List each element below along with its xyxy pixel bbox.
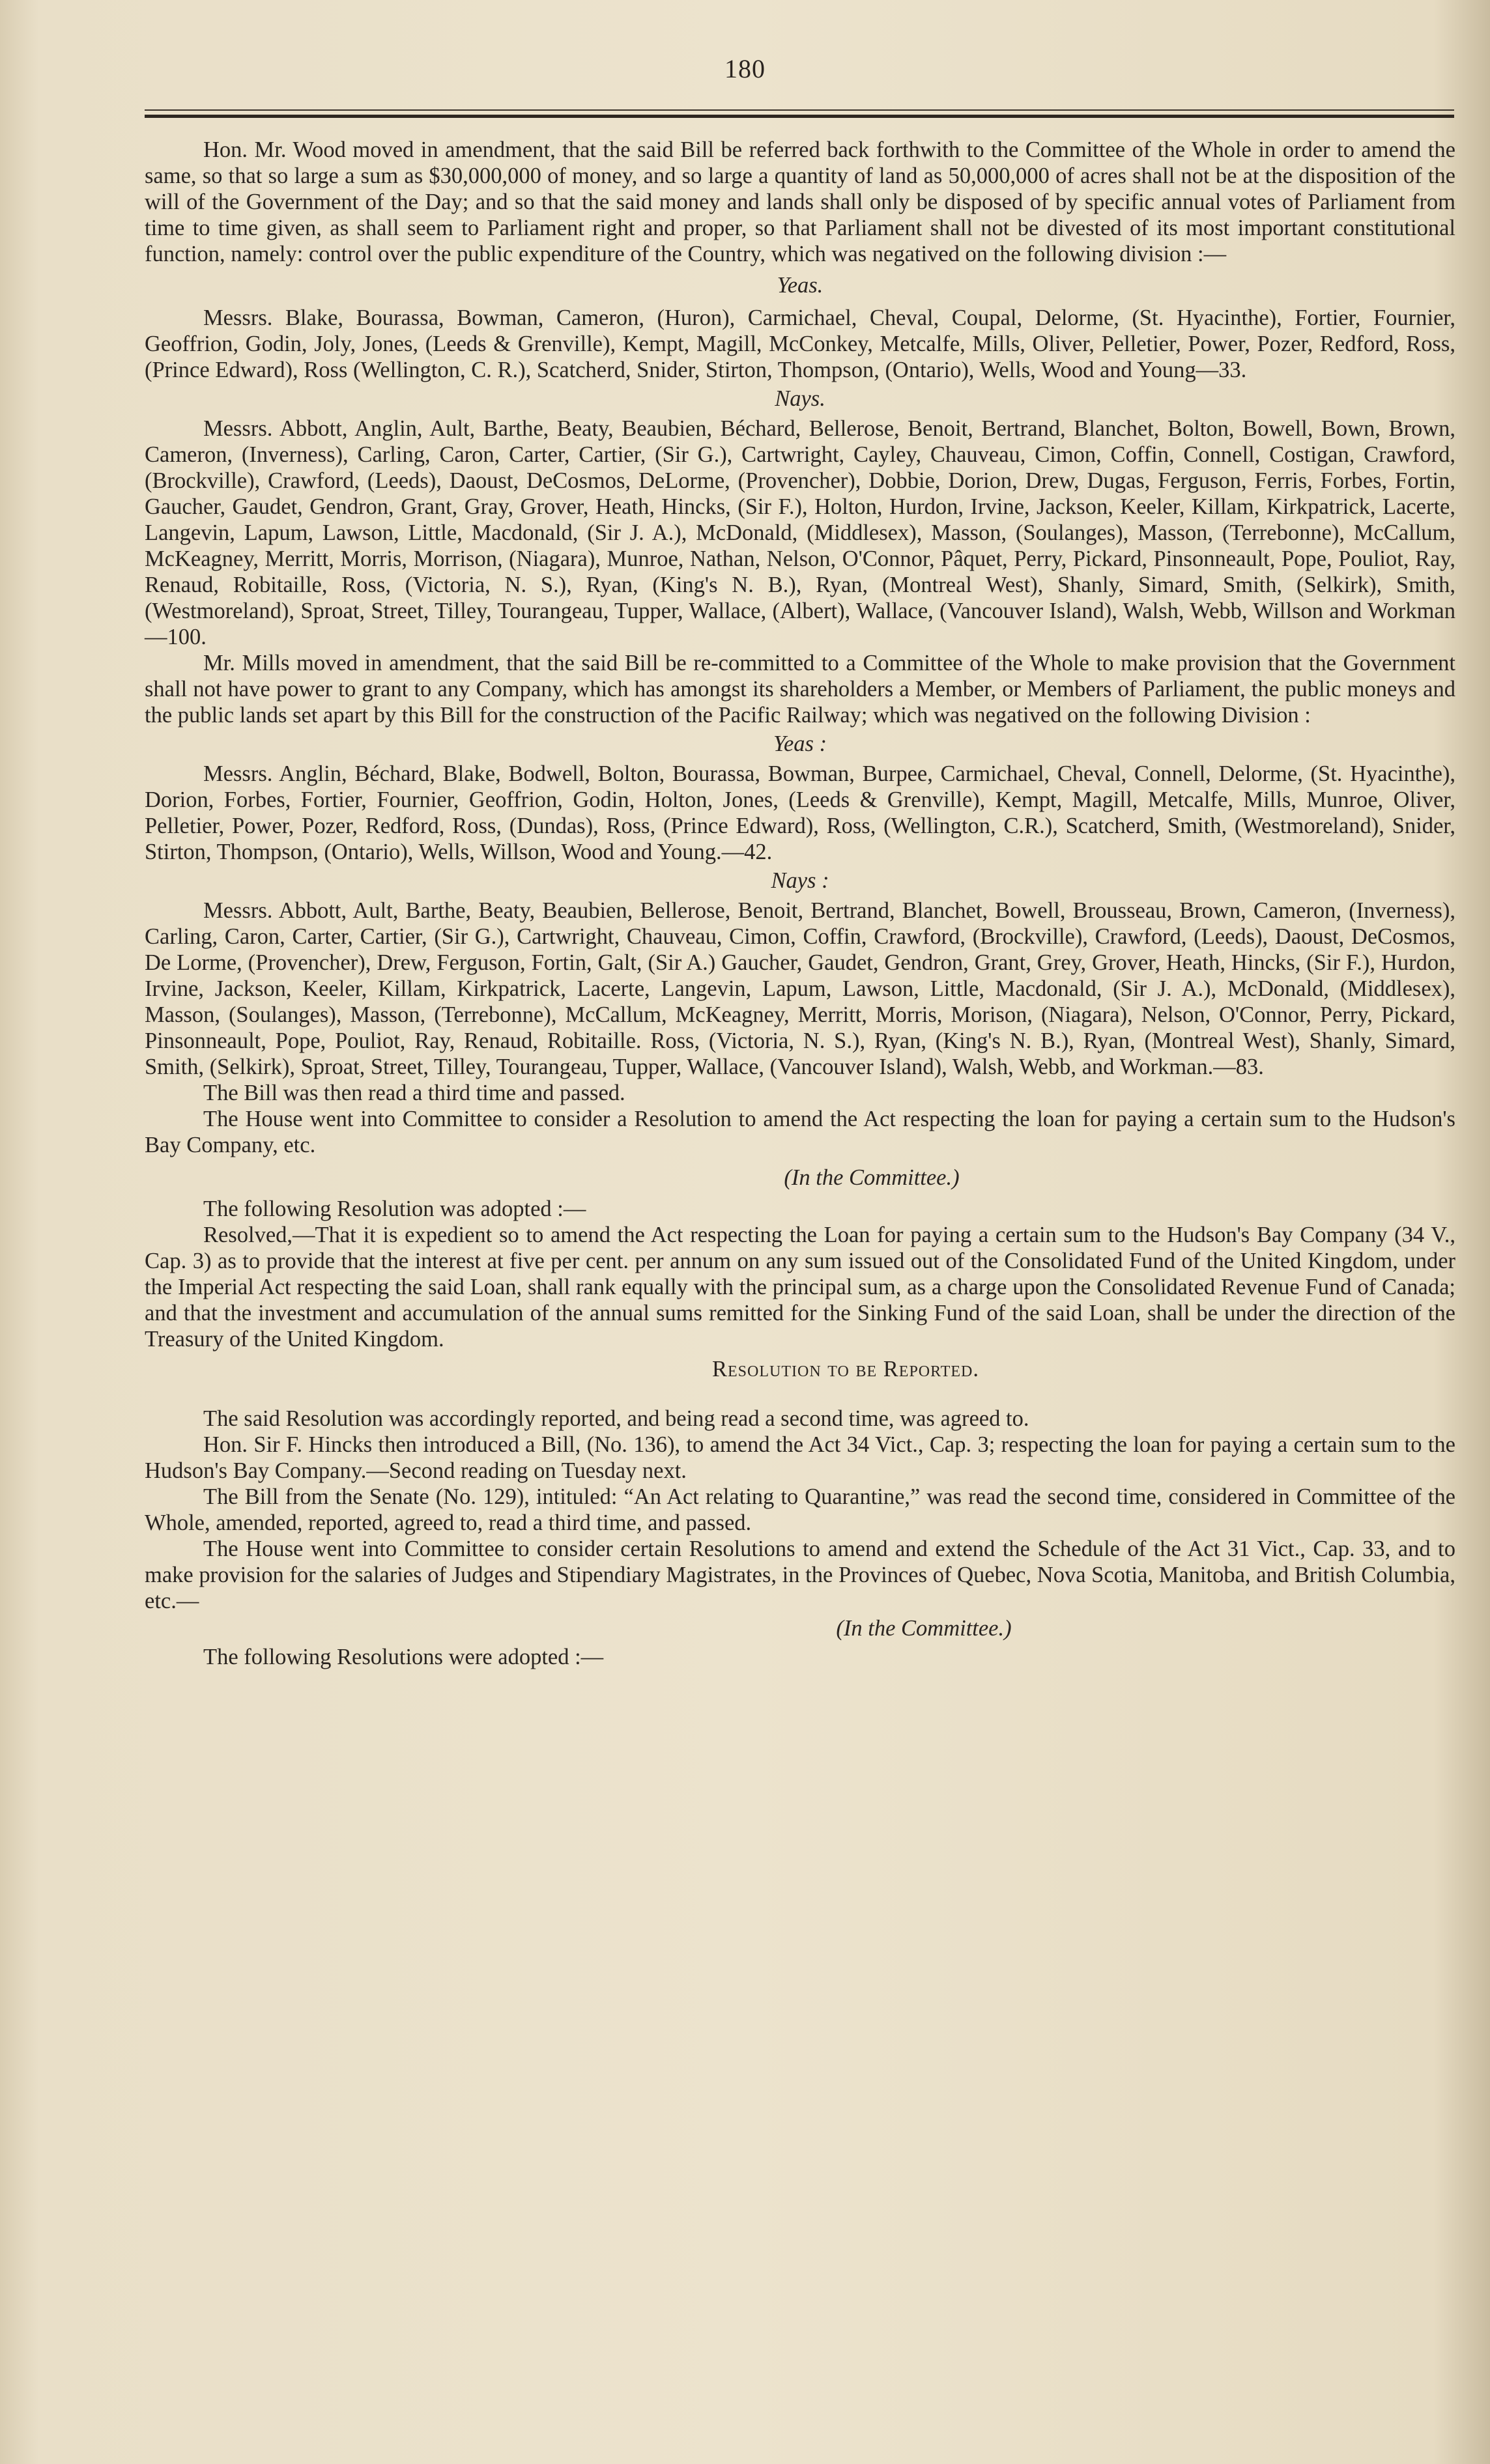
paragraph-yeas-list: Messrs. Blake, Bourassa, Bowman, Cameron, (Huron), Carmichael, Cheval, Coupal, Delorme, (St. Hyacinthe), Fortier, Fournier, Geoffrion, Godin, Joly, Jones, (Leeds & Grenville), Kempt, Magill, McConkey, Metcalfe, Mills, Oliver, Pelletier, Power, Pozer, Redford, Ross, (Prince Edward), Ross (Wellington, C. R.), Scatcherd, Snider, Stirton, Thompson, (Ontario), Wells, Wood and Young—33. (145, 305, 1455, 382)
paragraph-senate-bill: The Bill from the Senate (No. 129), intituled: “An Act relating to Quarantine,” was read the second time, considered in Committee of the Whole, amended, reported, agreed to, read a third time, and passed. (145, 1484, 1455, 1535)
paragraph-mills-amendment: Mr. Mills moved in amendment, that the said Bill be re-committed to a Committee of the Whole to make provision that the Government shall not have power to grant to any Company, which has amongst its shareholders a Member, or Members of Parliament, the public moneys and the public lands set apart by this Bill for the construction of the Pacific Railway; which was negatived on the following Division : (145, 651, 1455, 728)
paragraph-wood-amendment: Hon. Mr. Wood moved in amendment, that the said Bill be referred back forthwith to the Committee of the Whole in order to amend the same, so that so large a sum as $30,000,000 of money, and so large a quantity of land as 50,000,000 of acres shall not be at the disposition of the will of the Government of the Day; and so that the said money and lands shall only be disposed of by specific annual votes of Parliament from time to time given, as shall seem to Parliament right and proper, so that Parliament shall not be divested of its most important constitutional function, namely: control over the public expenditure of the Country, which was negatived on the following division :— (145, 137, 1455, 266)
page-number: 180 (724, 54, 766, 83)
header-rule-thick (145, 115, 1454, 118)
paragraph-resolved: Resolved,—That it is expedient so to amend the Act respecting the Loan for paying a certain sum to the Hudson's Bay Company (34 V., Cap. 3) as to provide that the interest at five per cent. per annum on any sum issued out of the Consolidated Fund of the United Kingdom, under the Imperial Act respecting the said Loan, shall rank equally with the principal sum, as a charge upon the Consolidated Revenue Fund of Canada; and that the investment and accumulation of the annual sums remitted for the Sinking Fund of the said Loan, shall be under the direction of the Treasury of the United Kingdom. (145, 1223, 1455, 1352)
heading-yeas: Yeas. (777, 273, 824, 298)
heading-yeas-2: Yeas : (773, 731, 827, 756)
paragraph-yeas-list-2: Messrs. Anglin, Béchard, Blake, Bodwell, Bolton, Bourassa, Bowman, Burpee, Carmichael, Cheval, Connell, Delorme, (St. Hyacinthe), Dorion, Forbes, Fortier, Fournier, Geoffrion, Godin, Holton, Jones, (Leeds & Grenville), Kempt, Magill, Metcalfe, Mills, Munroe, Oliver, Pelletier, Power, Pozer, Redford, Ross, (Dundas), Ross, (Prince Edward), Ross, (Wellington, C.R.), Scatcherd, Smith, (Westmoreland), Snider, Stirton, Thompson, (Ontario), Wells, Willson, Wood and Young.—42. (145, 761, 1455, 864)
paragraph-judges-resolutions: The House went into Committee to consider certain Resolutions to amend and extend the Schedule of the Act 31 Vict., Cap. 33, and to make provision for the salaries of Judges and Stipendiary Magistrates, in the Provinces of Quebec, Nova Scotia, Manitoba, and British Columbia, etc.— (145, 1536, 1455, 1613)
heading-in-committee-2: (In the Committee.) (836, 1616, 1012, 1641)
heading-nays: Nays. (775, 386, 825, 411)
heading-in-committee: (In the Committee.) (784, 1165, 960, 1190)
paragraph-resolution-adopted: The following Resolution was adopted :— (203, 1197, 586, 1221)
paragraph-third-reading: The Bill was then read a third time and passed. (203, 1081, 625, 1105)
header-rule-thin (145, 109, 1454, 111)
heading-nays-2: Nays : (771, 868, 829, 893)
paragraph-resolutions-adopted: The following Resolutions were adopted :— (203, 1645, 604, 1669)
paragraph-nays-list-2: Messrs. Abbott, Ault, Barthe, Beaty, Beaubien, Bellerose, Benoit, Bertrand, Blanchet, Bowell, Brousseau, Brown, Cameron, (Inverness), Carling, Caron, Carter, Cartier, (Sir G.), Cartwright, Chauveau, Cimon, Coffin, Crawford, (Brockville), Crawford, (Leeds), Daoust, DeCosmos, De Lorme, (Provencher), Drew, Ferguson, Fortin, Galt, (Sir A.) Gaucher, Gaudet, Gendron, Grant, Grey, Grover, Heath, Hincks, (Sir F.), Hurdon, Irvine, Jackson, Keeler, Killam, Kirkpatrick, Lacerte, Langevin, Lapum, Lawson, Little, Macdonald, (Sir J. A.), McDonald, (Middlesex), Masson, (Soulanges), Masson, (Terrebonne), McCallum, McKeagney, Merritt, Morris, Morison, (Niagara), Nelson, O'Connor, Perry, Pickard, Pinsonneault, Pope, Pouliot, Ray, Renaud, Robitaille. Ross, (Victoria, N. S.), Ryan, (King's N. B.), Ryan, (Montreal West), Shanly, Simard, Smith, (Selkirk), Sproat, Street, Tilley, Tourangeau, Tupper, Wallace, (Vancouver Island), Walsh, Webb, and Workman.—83. (145, 898, 1455, 1079)
paragraph-hincks-bill: Hon. Sir F. Hincks then introduced a Bill, (No. 136), to amend the Act 34 Vict., Cap. 3; respecting the loan for paying a certain sum to the Hudson's Bay Company.—Second reading on Tuesday next. (145, 1432, 1455, 1483)
paragraph-house-committee: The House went into Committee to consider a Resolution to amend the Act respecting the loan for paying a certain sum to the Hudson's Bay Company, etc. (145, 1107, 1455, 1157)
page-body (145, 137, 1455, 1670)
paragraph-resolution-agreed: The said Resolution was accordingly reported, and being read a second time, was agreed to. (203, 1406, 1029, 1431)
paragraph-nays-list: Messrs. Abbott, Anglin, Ault, Barthe, Beaty, Beaubien, Béchard, Bellerose, Benoit, Bertrand, Blanchet, Bolton, Bowell, Bown, Brown, Cameron, (Inverness), Carling, Caron, Carter, Cartier, (Sir G.), Cartwright, Cayley, Chauveau, Cimon, Coffin, Connell, Costigan, Crawford, (Brockville), Crawford, (Leeds), Daoust, DeCosmos, DeLorme, (Provencher), Dobbie, Dorion, Drew, Dugas, Ferguson, Ferris, Forbes, Fortin, Gaucher, Gaudet, Gendron, Grant, Gray, Grover, Heath, Hincks, (Sir F.), Holton, Hurdon, Irvine, Jackson, Keeler, Killam, Kirkpatrick, Lacerte, Langevin, Lapum, Lawson, Little, Macdonald, (Sir J. A.), McDonald, (Middlesex), Masson, (Soulanges), Masson, (Terrebonne), McCallum, McKeagney, Merritt, Morris, Morrison, (Niagara), Munroe, Nathan, Nelson, O'Connor, Pâquet, Perry, Pickard, Pinsonneault, Pope, Pouliot, Ray, Renaud, Robitaille, Ross, (Victoria, N. S.), Ryan, (King's N. B.), Ryan, (Montreal West), Shanly, Simard, Smith, (Selkirk), Smith, (Westmoreland), Sproat, Street, Tilley, Tourangeau, Tupper, Wallace, (Albert), Wallace, (Vancouver Island), Walsh, Webb, Willson and Workman—100. (145, 416, 1455, 649)
heading-resolution-reported: Resolution to be Reported. (712, 1357, 979, 1381)
